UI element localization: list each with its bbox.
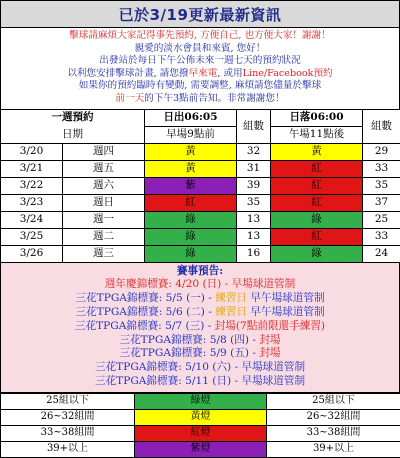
row-date: 3/26 (1, 245, 63, 262)
row-am-count: 39 (237, 177, 271, 194)
page-title: 已於3/19更新最新資訊 (0, 0, 400, 28)
event-item (1, 292, 399, 306)
row-pm-status: 紅 (271, 160, 363, 177)
header-sunrise-note: 早場9點前 (145, 126, 237, 143)
header-date: 日期 (1, 126, 145, 143)
header-sunset-note: 午場11點後 (271, 126, 363, 143)
legend-range: 25組以下 (1, 393, 135, 409)
legend-range: 26~32組間 (1, 409, 135, 425)
row-pm-status: 黃 (271, 143, 363, 160)
event-closed: 封場 (259, 347, 280, 359)
notice-line-4a: 以利您安排擊球計畫, 請您撥 (67, 68, 188, 79)
event-item (1, 334, 399, 348)
header-sunset-time: 日落06:00 (271, 109, 363, 126)
row-pm-count: 29 (363, 143, 400, 160)
event-item: 三花TPGA錦標賽: 5/11 (日) - 早場球道管制 (1, 375, 399, 389)
row-pm-count: 33 (363, 160, 400, 177)
header-weekly: 一週預約 (1, 109, 145, 126)
event-practice-day: 練習日 (215, 292, 247, 304)
row-pm-status: 綠 (271, 211, 363, 228)
row-pm-status: 紅 (271, 228, 363, 245)
row-pm-count: 33 (363, 228, 400, 245)
legend-range: 33~38組間 (267, 425, 400, 441)
legend-row (1, 409, 400, 425)
header-count-pm: 組數 (363, 109, 400, 143)
row-day: 週一 (63, 211, 145, 228)
table-row (1, 143, 400, 160)
event-closed: 封場(7點前限還手練習) (215, 320, 325, 332)
row-pm-count: 25 (363, 211, 400, 228)
event-item: 週年慶錦標賽: 4/20 (日) - 早場球道管制 (1, 278, 399, 292)
notice-line-5: 如果你的預約臨時有變動, 需要調整, 麻煩請您儘量於擊球 (5, 80, 395, 93)
event-text: 三花TPGA錦標賽: 5/8 (四) - (120, 334, 260, 346)
notice-line-facebook: Line/Facebook預約 (243, 68, 333, 79)
row-day: 週六 (63, 177, 145, 194)
notice-line-3: 出發站於每日下午公佈未來一週七天的預約狀況 (5, 55, 395, 68)
header-count-am: 組數 (237, 109, 271, 143)
row-am-count: 35 (237, 194, 271, 211)
row-am-count: 13 (237, 228, 271, 245)
row-day: 週日 (63, 194, 145, 211)
row-pm-count: 35 (363, 177, 400, 194)
event-text: 早午場球道管制 (247, 306, 325, 318)
row-am-count: 16 (237, 245, 271, 262)
header-sunrise-time: 日出06:05 (145, 109, 237, 126)
row-am-status: 黃 (145, 143, 237, 160)
row-day: 週三 (63, 245, 145, 262)
notice-day-before: 前一天 (115, 93, 144, 104)
row-day: 週二 (63, 228, 145, 245)
row-am-status: 紫 (145, 177, 237, 194)
table-row (1, 194, 400, 211)
event-item (1, 320, 399, 334)
row-pm-count: 37 (363, 194, 400, 211)
legend-range: 25組以下 (267, 393, 400, 409)
event-text: 三花TPGA錦標賽: 5/6 (二) - (75, 306, 215, 318)
legend-range: 39+以上 (1, 441, 135, 457)
legend-row (1, 441, 400, 457)
row-am-count: 31 (237, 160, 271, 177)
events-heading: 賽事預告: (1, 265, 399, 279)
event-item: 三花TPGA錦標賽: 5/10 (六) - 早場球道管制 (1, 361, 399, 375)
event-practice-day: 練習日 (215, 306, 247, 318)
legend-row (1, 393, 400, 409)
row-am-count: 32 (237, 143, 271, 160)
row-date: 3/23 (1, 194, 63, 211)
event-text: 三花TPGA錦標賽: 5/5 (一) - (75, 292, 215, 304)
row-date: 3/25 (1, 228, 63, 245)
notice-line-6 (5, 93, 395, 106)
row-am-count: 13 (237, 211, 271, 228)
row-am-status: 綠 (145, 228, 237, 245)
row-am-status: 紅 (145, 194, 237, 211)
notice-early-call: 早來電 (189, 68, 218, 79)
legend-label: 綠燈 (135, 393, 267, 409)
notice-block (0, 28, 400, 109)
legend-range: 39+以上 (267, 441, 400, 457)
notice-line-6b: 的下午3點前告知。非常謝謝您！ (144, 93, 284, 104)
event-closed: 封場 (259, 334, 280, 346)
legend-range: 26~32組間 (267, 409, 400, 425)
notice-line-4c: , 或用 (217, 68, 242, 79)
legend-range: 33~38組間 (1, 425, 135, 441)
table-row (1, 245, 400, 262)
row-pm-count: 24 (363, 245, 400, 262)
row-day: 週五 (63, 160, 145, 177)
row-pm-status: 紅 (271, 177, 363, 194)
notice-line-1: 擊球請麻煩大家記得事先預約, 方便自己, 也方便大家！謝謝！ (5, 30, 395, 43)
notice-line-2: 親愛的淡水會員和來賓, 您好！ (5, 43, 395, 56)
table-row (1, 160, 400, 177)
table-row (1, 211, 400, 228)
row-day: 週四 (63, 143, 145, 160)
legend-label: 黃燈 (135, 409, 267, 425)
event-text: 三花TPGA錦標賽: 5/7 (三) - (75, 320, 215, 332)
row-date: 3/20 (1, 143, 63, 160)
row-pm-status: 綠 (271, 245, 363, 262)
event-item (1, 306, 399, 320)
row-am-status: 黃 (145, 160, 237, 177)
legend-label: 紅燈 (135, 425, 267, 441)
event-item (1, 347, 399, 361)
schedule-table (0, 109, 400, 263)
table-row (1, 177, 400, 194)
legend-row (1, 425, 400, 441)
table-row (1, 228, 400, 245)
row-pm-status: 紅 (271, 194, 363, 211)
row-date: 3/21 (1, 160, 63, 177)
row-am-status: 綠 (145, 245, 237, 262)
row-am-status: 綠 (145, 211, 237, 228)
row-date: 3/24 (1, 211, 63, 228)
notice-line-4 (5, 68, 395, 81)
events-block (0, 263, 400, 393)
event-text: 三花TPGA錦標賽: 5/9 (五) - (120, 347, 260, 359)
legend-label: 紫燈 (135, 441, 267, 457)
row-date: 3/22 (1, 177, 63, 194)
event-text: 早午場球道管制 (247, 292, 325, 304)
